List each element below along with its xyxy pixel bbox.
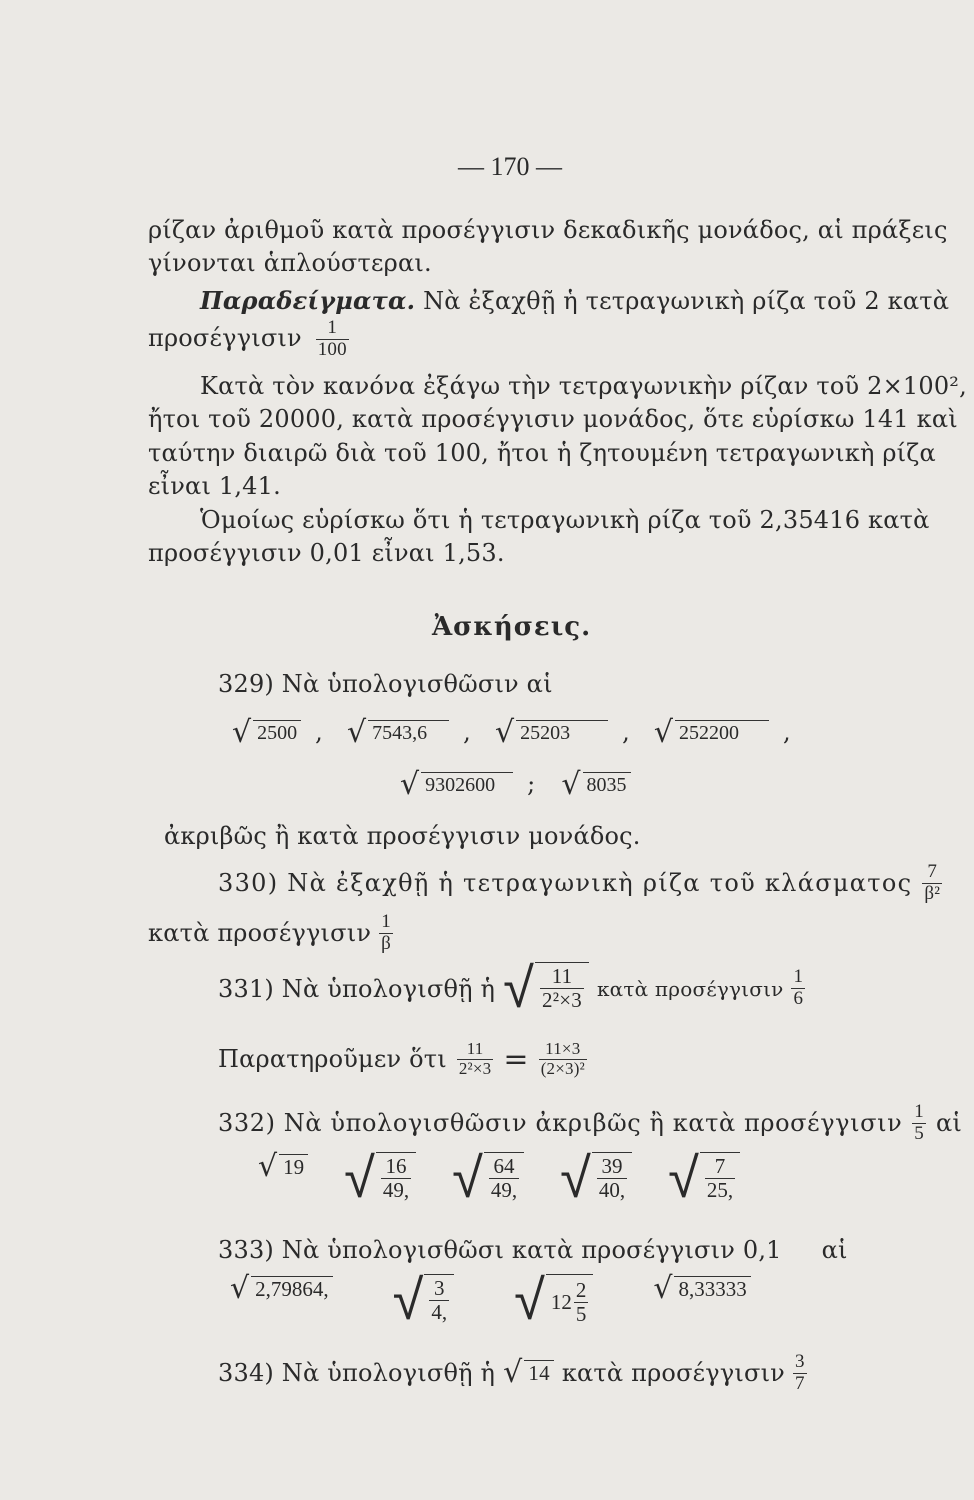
fraction: $\frac{3}{7}$	[794, 1351, 805, 1394]
sqrt-expression: √ $\frac{39}{40,}$	[560, 1152, 632, 1205]
exercise-330	[218, 862, 942, 905]
exercise-329-roots-row2: √ 9302600 ; √ 8035	[400, 770, 631, 800]
sqrt-expression: √ $\frac{11}{\text{2²×3}}$	[503, 962, 589, 1015]
sqrt-expression: √ $\frac{16}{49,}$	[344, 1152, 416, 1205]
exercise-334	[218, 1352, 807, 1395]
fraction-numerator: 1	[327, 317, 338, 338]
examples-line	[200, 286, 949, 315]
approx-line	[148, 318, 349, 361]
sqrt-expression: √ $\frac{7}{25,}$	[668, 1152, 740, 1205]
text-line: Παρατηροῦμεν ὅτι	[218, 1045, 447, 1074]
sqrt-expression: √ 7543,6	[347, 718, 449, 748]
fraction: $\frac{11\times 3}{\text{(2×3)²}}$	[540, 1039, 585, 1078]
exercise-330-cont	[148, 912, 393, 955]
sqrt-expression: √ $\frac{3}{4,}$	[393, 1274, 454, 1327]
sqrt-expression: √ 14	[503, 1358, 554, 1388]
sqrt-expression: √ $\frac{64}{49,}$	[452, 1152, 524, 1205]
sqrt-expression: √ 2,79864,	[230, 1274, 333, 1304]
exercise-329-roots-row1: √ 2500 , √ 7543,6 , √ 25203 , √ 252200 ,	[232, 715, 791, 750]
text-line: ταύτην διαιρῶ διὰ τοῦ 100, ἤτοι ἡ ζητουμένη τετραγωνικὴ ρίζα	[148, 439, 936, 467]
fraction-denominator: 100	[317, 338, 347, 360]
text-line: 330) Νὰ ἐξαχθῇ ἡ τετραγωνικὴ ρίζα τοῦ κλάσματος	[218, 869, 913, 898]
exercise-333: 333) Νὰ ὑπολογισθῶσι κατὰ προσέγγισιν 0,1 αἱ	[218, 1236, 848, 1264]
text-line: εἶναι 1,41.	[148, 472, 281, 500]
fraction: $\frac{1}{6}$	[793, 966, 804, 1010]
sqrt-expression: √ 8,33333	[653, 1274, 750, 1304]
text-line: κατὰ προσέγγισιν	[148, 919, 372, 948]
exercise-333-roots	[230, 1268, 751, 1333]
exercises-heading: Ἀσκήσεις.	[432, 612, 592, 642]
text-line: ρίζαν ἀριθμοῦ κατὰ προσέγγισιν δεκαδικῆς μονάδος, αἱ πράξεις	[148, 216, 948, 244]
fraction: $\frac{1}{\beta}$	[381, 911, 392, 954]
exercise-331	[218, 956, 805, 1021]
page-number: — 170 —	[458, 152, 562, 181]
text-line: Κατὰ τὸν κανόνα ἐξάγω τὴν τετραγωνικὴν ρίζαν τοῦ 2×100²,	[200, 372, 967, 400]
text-line: κατὰ προσέγγισιν	[596, 976, 784, 1001]
text-line: προσέγγισιν	[148, 323, 302, 352]
exercise-331-note: Παρατηροῦμεν ὅτι $\frac{11}{\text{2²×3}}$ = $\frac{11\times 3}{\text{(2×3)²}}$	[218, 1039, 585, 1078]
fraction	[316, 318, 349, 361]
fraction: $\frac{1}{5}$	[914, 1101, 924, 1144]
examples-heading: Παραδείγματα.	[200, 286, 416, 315]
text-line: ἀκριβῶς ἢ κατὰ προσέγγισιν μονάδος.	[164, 822, 641, 850]
sqrt-expression: √ 2500	[232, 718, 301, 748]
text-line: Ὁμοίως εὑρίσκω ὅτι ἡ τετραγωνικὴ ρίζα τοῦ 2,35416 κατὰ	[200, 506, 930, 534]
text-line: ἤτοι τοῦ 20000, κατὰ προσέγγισιν μονάδος, ὅτε εὑρίσκω 141 καὶ	[148, 405, 958, 433]
text-line: γίνονται ἁπλούστεραι.	[148, 249, 432, 277]
sqrt-expression: √ 9302600	[400, 770, 513, 800]
sqrt-expression: √ 25203	[495, 718, 608, 748]
text-line: 331) Νὰ ὑπολογισθῇ ἡ	[218, 974, 496, 1003]
text-line: 332) Νὰ ὑπολογισθῶσιν ἀκριβῶς ἢ κατὰ προσέγγισιν	[218, 1109, 903, 1138]
fraction: $\frac{11}{\text{2²×3}}$	[542, 964, 582, 1013]
sqrt-expression: √ 12 $\frac{2}{5}$	[514, 1274, 593, 1327]
fraction: $\frac{11}{\text{2²×3}}$	[458, 1039, 492, 1078]
sqrt-expression: √ 252200	[654, 718, 769, 748]
text-line: Νὰ ἐξαχθῇ ἡ τετραγωνικὴ ρίζα τοῦ 2 κατὰ	[423, 287, 950, 315]
text-line: προσέγγισιν 0,01 εἶναι 1,53.	[148, 539, 505, 567]
fraction: $\frac{7}{\text{β²}}$	[924, 861, 941, 904]
text-line: 334) Νὰ ὑπολογισθῇ ἡ	[218, 1359, 496, 1388]
exercise-332: 332) Νὰ ὑπολογισθῶσιν ἀκριβῶς ἢ κατὰ προσέγγισιν $\frac{1}{5}$ αἱ	[218, 1101, 963, 1144]
text-line: 333) Νὰ ὑπολογισθῶσι κατὰ προσέγγισιν 0,1	[218, 1236, 782, 1264]
sqrt-expression: √ 19	[258, 1152, 308, 1182]
exercise-332-roots	[258, 1146, 740, 1211]
sqrt-expression: √ 8035	[561, 770, 630, 800]
text-line: κατὰ προσέγγισιν	[561, 1359, 785, 1388]
exercise-329: 329) Νὰ ὑπολογισθῶσιν αἱ	[218, 670, 553, 698]
